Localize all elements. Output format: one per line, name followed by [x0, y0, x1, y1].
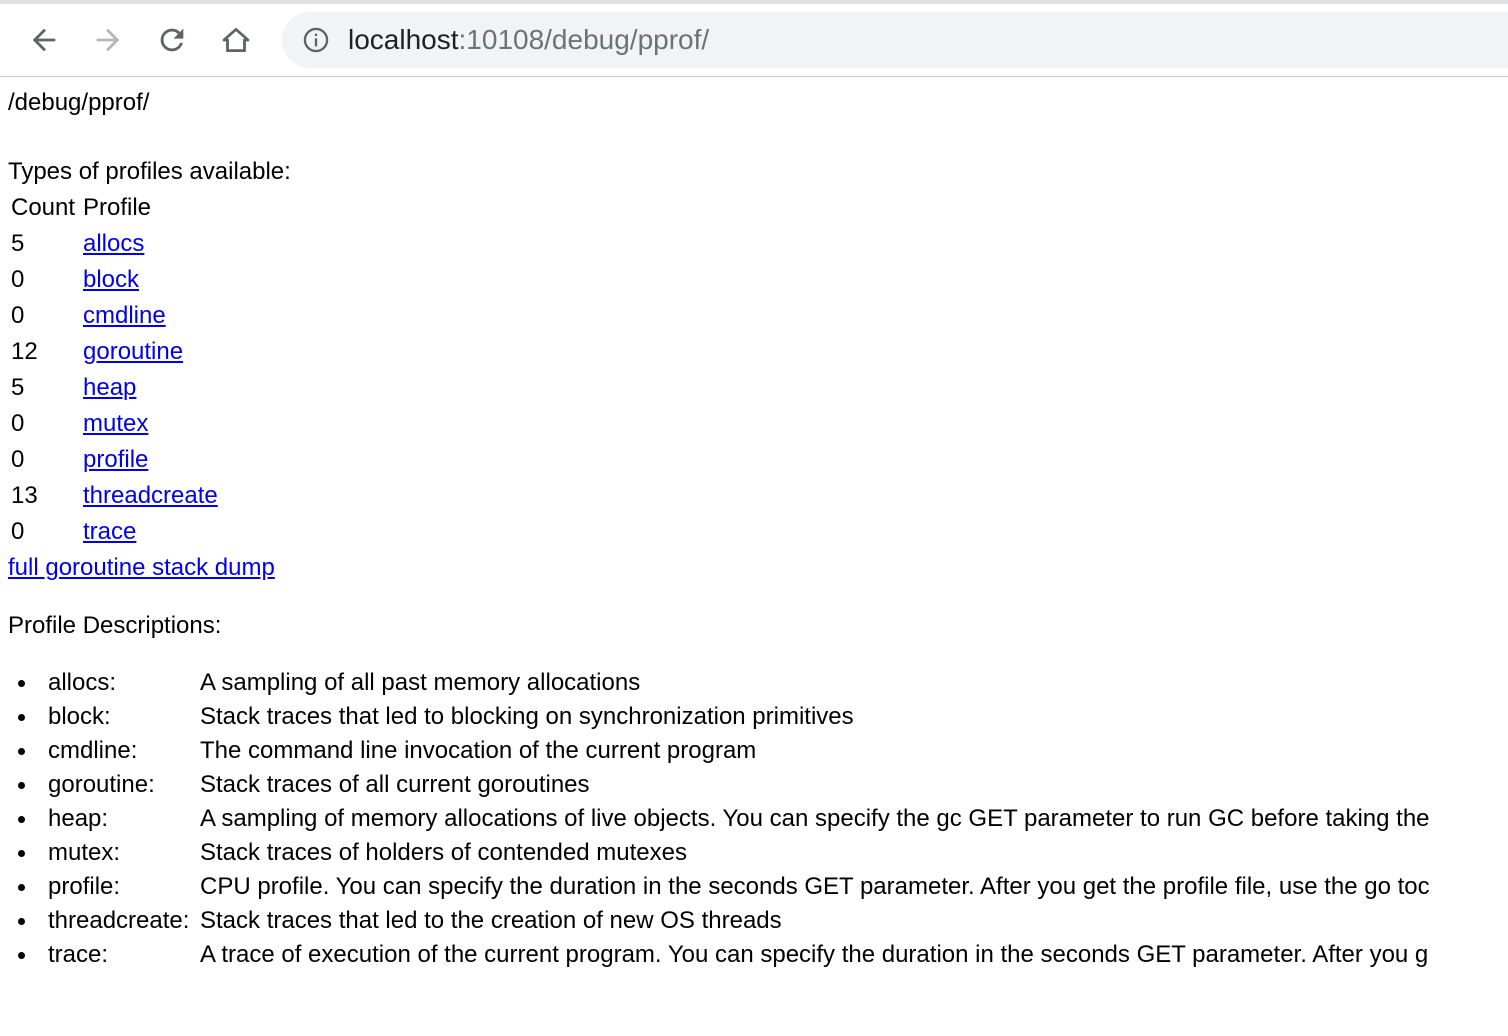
profile-count: 13	[11, 482, 38, 509]
info-icon[interactable]	[302, 26, 330, 54]
table-row	[10, 514, 219, 550]
description-name: heap:	[48, 805, 109, 832]
description-text: A sampling of memory allocations of live objects. You can specify the gc GET parameter to run GC before taking the	[200, 805, 1430, 832]
table-row	[10, 370, 219, 406]
bullet-icon	[18, 884, 25, 891]
bullet-icon	[18, 918, 25, 925]
profile-count: 0	[11, 266, 25, 293]
table-row	[10, 334, 219, 370]
page-path: /debug/pprof/	[8, 89, 150, 116]
url-path: :10108/debug/pprof/	[458, 24, 710, 55]
profile-count: 0	[11, 410, 25, 437]
arrow-right-icon	[91, 23, 125, 57]
profile-link-trace[interactable]: trace	[83, 518, 137, 545]
url-text[interactable]	[348, 12, 709, 68]
bullet-icon	[18, 782, 25, 789]
description-name: cmdline:	[48, 737, 138, 764]
table-row	[10, 442, 219, 478]
description-text: Stack traces that led to the creation of new OS threads	[200, 907, 782, 934]
bullet-icon	[18, 816, 25, 823]
profiles-table	[8, 190, 221, 550]
descriptions-heading: Profile Descriptions:	[8, 612, 222, 639]
description-text: The command line invocation of the current program	[200, 737, 757, 764]
table-row	[10, 406, 219, 442]
bullet-icon	[18, 850, 25, 857]
profile-link-block[interactable]: block	[83, 266, 140, 293]
description-name: profile:	[48, 873, 121, 900]
table-row	[10, 478, 219, 514]
profile-count: 5	[11, 230, 25, 257]
description-name: block:	[48, 703, 111, 730]
home-button[interactable]	[216, 20, 256, 60]
table-header-row	[10, 190, 219, 226]
description-name: trace:	[48, 941, 109, 968]
profile-count: 12	[11, 338, 38, 365]
bullet-icon	[18, 748, 25, 755]
table-row	[10, 226, 219, 262]
profile-link-goroutine[interactable]: goroutine	[83, 338, 184, 365]
table-row	[10, 298, 219, 334]
description-text: Stack traces of all current goroutines	[200, 771, 590, 798]
forward-button[interactable]	[88, 20, 128, 60]
description-name: mutex:	[48, 839, 121, 866]
description-text: A sampling of all past memory allocations	[200, 669, 641, 696]
description-name: allocs:	[48, 669, 117, 696]
bullet-icon	[18, 714, 25, 721]
home-icon	[219, 23, 253, 57]
arrow-left-icon	[27, 23, 61, 57]
profile-link-cmdline[interactable]: cmdline	[83, 302, 166, 329]
page-content	[8, 78, 1508, 1036]
profile-count: 5	[11, 374, 25, 401]
description-name: goroutine:	[48, 771, 155, 798]
profile-link-threadcreate[interactable]: threadcreate	[83, 482, 218, 509]
reload-icon	[155, 23, 189, 57]
profile-count: 0	[11, 446, 25, 473]
back-button[interactable]	[24, 20, 64, 60]
reload-button[interactable]	[152, 20, 192, 60]
description-text: CPU profile. You can specify the duration in the seconds GET parameter. After you get the profile file, use the go toc	[200, 873, 1430, 900]
description-text: Stack traces that led to blocking on synchronization primitives	[200, 703, 854, 730]
bullet-icon	[18, 952, 25, 959]
full-goroutine-dump-link[interactable]: full goroutine stack dump	[8, 554, 275, 581]
profile-link-allocs[interactable]: allocs	[83, 230, 145, 257]
browser-toolbar	[0, 4, 1508, 77]
bullet-icon	[18, 680, 25, 687]
profile-link-profile[interactable]: profile	[83, 446, 149, 473]
profile-link-mutex[interactable]: mutex	[83, 410, 149, 437]
profile-count: 0	[11, 518, 25, 545]
url-host: localhost	[348, 24, 459, 55]
description-text: Stack traces of holders of contended mutexes	[200, 839, 687, 866]
count-header: Count	[11, 194, 76, 221]
types-heading: Types of profiles available:	[8, 158, 291, 185]
address-bar[interactable]	[282, 12, 1508, 68]
profile-header: Profile	[83, 194, 152, 221]
table-row	[10, 262, 219, 298]
profile-link-heap[interactable]: heap	[83, 374, 137, 401]
description-text: A trace of execution of the current program. You can specify the duration in the seconds GET parameter. After you g	[200, 941, 1429, 968]
profile-count: 0	[11, 302, 25, 329]
description-name: threadcreate:	[48, 907, 190, 934]
